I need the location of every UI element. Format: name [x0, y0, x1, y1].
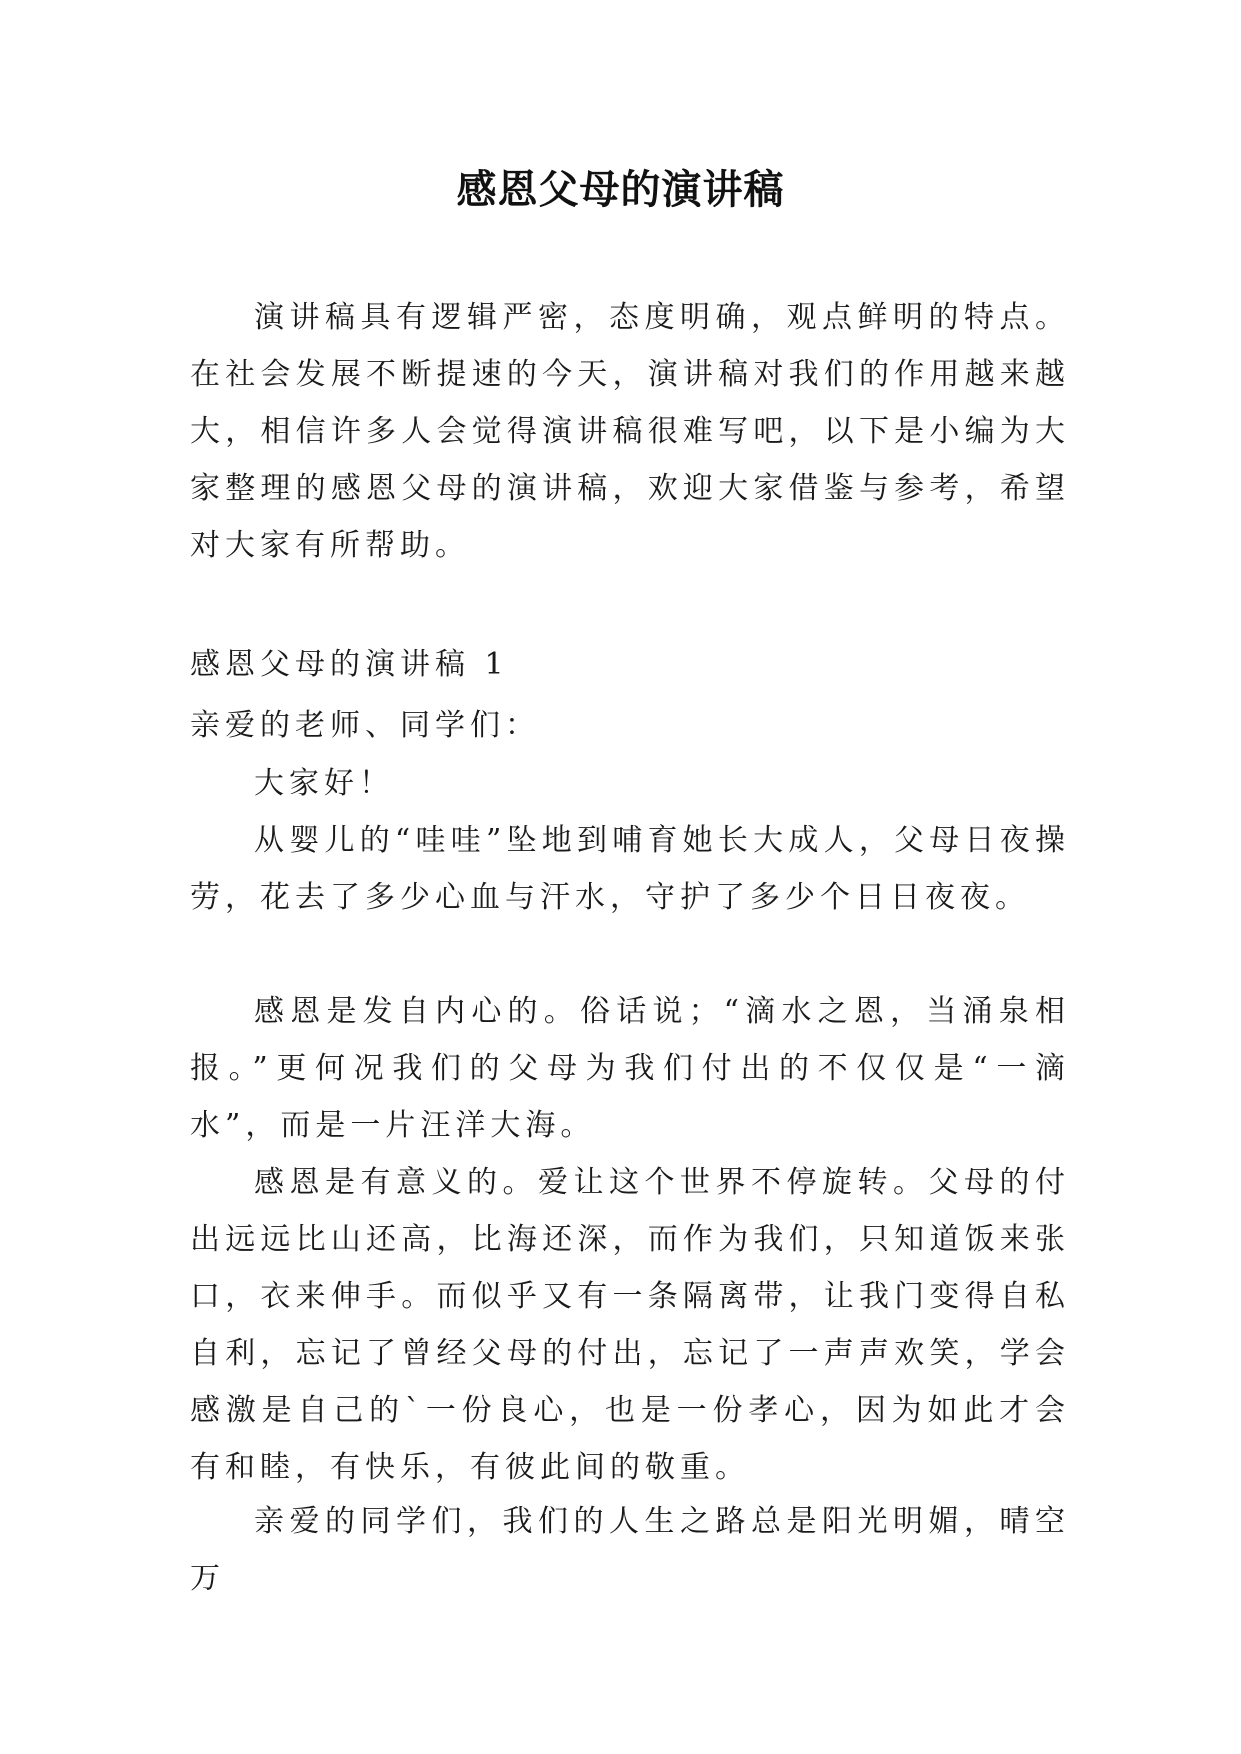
body-paragraph-2: 感恩是发自内心的。俗话说；“滴水之恩，当涌泉相报。”更何况我们的父母为我们付出的不仅仅是“一滴水”，而是一片汪洋大海。 [190, 994, 1070, 1143]
section-heading: 感恩父母的演讲稿 1 [190, 647, 509, 682]
intro-paragraph: 演讲稿具有逻辑严密，态度明确，观点鲜明的特点。在社会发展不断提速的今天，演讲稿对我们的作用越来越大，相信许多人会觉得演讲稿很难写吧，以下是小编为大家整理的感恩父母的演讲稿，欢迎大家借鉴与参考，希望对大家有所帮助。 [190, 300, 1070, 563]
document-title: 感恩父母的演讲稿 [456, 166, 785, 213]
hello-line: 大家好！ [254, 766, 394, 801]
body-paragraph-1: 从婴儿的“哇哇”坠地到哺育她长大成人，父母日夜操劳，花去了多少心血与汗水，守护了多少个日日夜夜。 [190, 823, 1070, 915]
body-paragraph-4: 亲爱的同学们，我们的人生之路总是阳光明媚，晴空万 [190, 1504, 1070, 1596]
greeting-line: 亲爱的老师、同学们： [190, 708, 540, 743]
body-paragraph-3: 感恩是有意义的。爱让这个世界不停旋转。父母的付出远远比山还高，比海还深，而作为我们，只知道饭来张口，衣来伸手。而似乎又有一条隔离带，让我门变得自私自利，忘记了曾经父母的付出，忘记了一声声欢笑，学会感激是自己的`一份良心，也是一份孝心，因为如此才会有和睦，有快乐，有彼此间的敬重。 [190, 1165, 1070, 1485]
